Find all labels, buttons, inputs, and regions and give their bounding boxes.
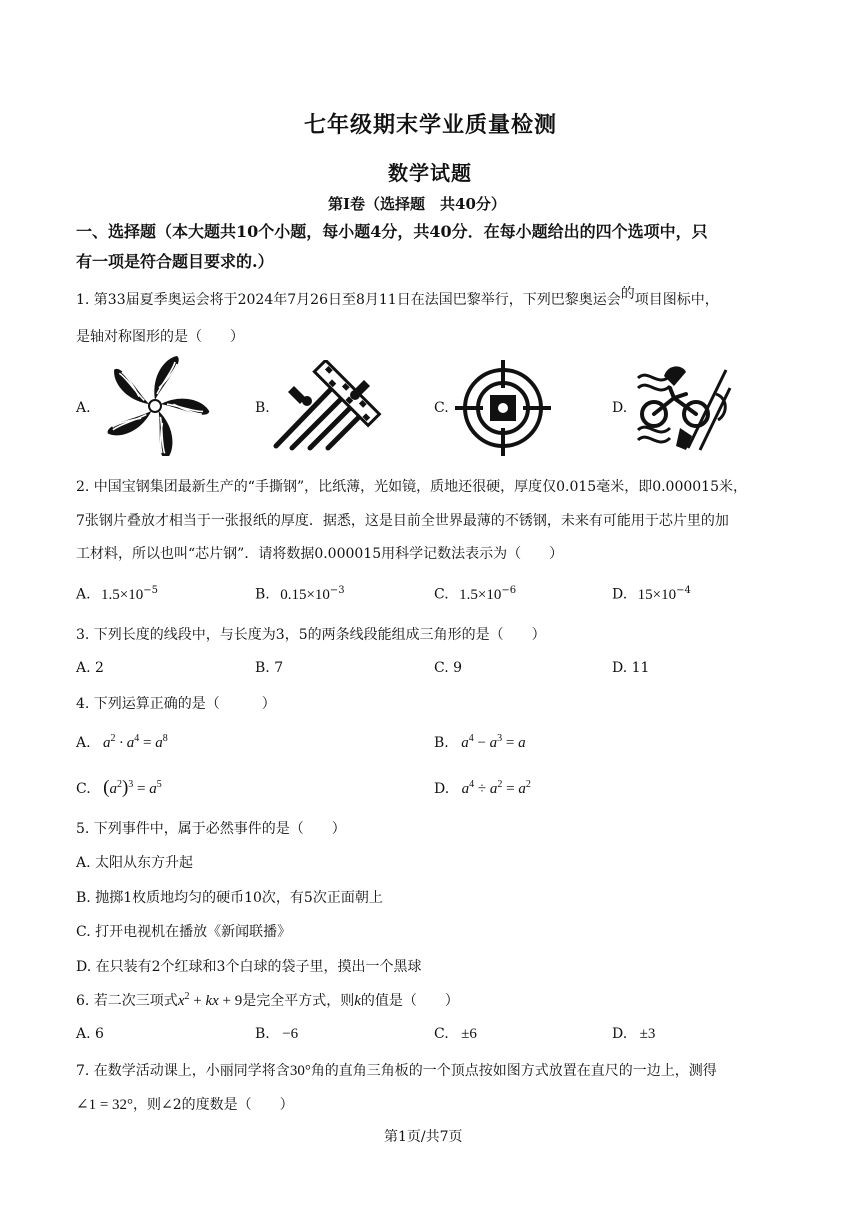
q3-option-a: A. 2 bbox=[76, 660, 104, 676]
q5-option-a: A. 太阳从东方升起 bbox=[76, 855, 194, 871]
q2-stem-line1: 2. 中国宝钢集团最新生产的“手撕钢”，比纸薄，光如镜，质地还很硬，厚度仅0.015毫米，即0.000015米， bbox=[76, 479, 747, 495]
q2-option-c-label: C. bbox=[434, 586, 449, 603]
q6-option-d bbox=[612, 1026, 655, 1043]
q2-option-d-base: 15×10 bbox=[637, 586, 677, 603]
q6-option-c-label: C. bbox=[434, 1026, 449, 1042]
q1-text-a: 1. 第33届夏季奥运会将于2024年7月26日至8月11日在法国巴黎举行，下列巴黎奥运会 bbox=[76, 292, 621, 308]
q4-option-c bbox=[76, 777, 162, 799]
q4-option-b-expr: $a^4 - a^3 = a$ bbox=[461, 733, 526, 751]
q1-option-b-label: B. bbox=[255, 400, 270, 416]
q2-option-d bbox=[612, 585, 691, 604]
q1-stem-line1 bbox=[76, 286, 719, 309]
target-icon bbox=[455, 360, 551, 456]
q5-stem: 5. 下列事件中，属于必然事件的是（ ） bbox=[76, 821, 346, 837]
q2-option-a bbox=[76, 585, 158, 604]
q6-option-d-label: D. bbox=[612, 1026, 628, 1042]
q1-option-d-label: D. bbox=[612, 400, 628, 416]
q4-option-b bbox=[434, 733, 526, 752]
q7-text-a: 7. 在数学活动课上，小丽同学将含 bbox=[76, 1063, 290, 1079]
section-heading-line1: 一、选择题（本大题共10个小题，每小题4分，共40分．在每小题给出的四个选项中，只 bbox=[76, 222, 708, 241]
q5-option-d: D. 在只装有2个红球和3个白球的袋子里，摸出一个黑球 bbox=[76, 959, 422, 975]
part-heading: 第Ⅰ卷（选择题 共40分） bbox=[328, 195, 506, 213]
q3-option-c: C. 9 bbox=[434, 660, 463, 676]
q1-text-c: 项目图标中， bbox=[634, 292, 719, 308]
q6-var-k: k bbox=[354, 993, 361, 1009]
q4-stem: 4. 下列运算正确的是（ ） bbox=[76, 696, 276, 712]
q1-stem-line2: 是轴对称图形的是（ ） bbox=[76, 329, 244, 345]
q2-option-c-base: 1.5×10 bbox=[459, 586, 502, 603]
q4-option-a bbox=[76, 733, 168, 752]
q6-option-c bbox=[434, 1026, 477, 1043]
q7-angle-1: ∠1 = 32° bbox=[76, 1097, 134, 1113]
q2-stem-line3: 工材料，所以也叫“芯片钢”．请将数据0.000015用科学记数法表示为（ ） bbox=[76, 546, 564, 562]
q6-option-d-value: ±3 bbox=[639, 1026, 656, 1042]
q6-option-c-value: ±6 bbox=[461, 1026, 477, 1042]
bmx-cycling-icon bbox=[630, 358, 732, 454]
badminton-icon bbox=[270, 360, 382, 452]
q7-angle-30: 30° bbox=[289, 1063, 311, 1079]
q2-option-b bbox=[255, 585, 345, 604]
page-number: 第1页/共7页 bbox=[384, 1129, 463, 1145]
page-title: 七年级期末学业质量检测 bbox=[304, 112, 558, 138]
q3-option-d: D. 11 bbox=[612, 660, 650, 676]
q1-option-a-label: A. bbox=[76, 400, 91, 416]
q6-option-b bbox=[255, 1026, 298, 1043]
q2-option-c-exp: −6 bbox=[501, 585, 517, 596]
q7-stem-line2 bbox=[76, 1094, 294, 1114]
q6-text-a: 6. 若二次三项式 bbox=[76, 993, 178, 1009]
q1-option-c-label: C. bbox=[434, 400, 449, 416]
q2-option-b-base: 0.15×10 bbox=[280, 586, 330, 603]
q2-option-d-exp: −4 bbox=[676, 585, 691, 596]
page-subtitle: 数学试题 bbox=[388, 161, 472, 185]
q4-option-d-label: D. bbox=[434, 781, 450, 797]
q6-option-b-label: B. bbox=[255, 1026, 270, 1042]
q4-option-b-label: B. bbox=[434, 735, 449, 751]
q2-option-b-label: B. bbox=[255, 586, 270, 603]
q2-option-a-label: A. bbox=[76, 586, 91, 603]
q3-stem: 3. 下列长度的线段中，与长度为3，5的两条线段能组成三角形的是（ ） bbox=[76, 627, 546, 643]
q2-option-b-exp: −3 bbox=[329, 585, 345, 596]
q6-stem bbox=[76, 990, 459, 1010]
q2-option-a-base: 1.5×10 bbox=[101, 586, 144, 603]
q6-text-c: 的值是（ ） bbox=[360, 993, 459, 1009]
q6-option-a: A. 6 bbox=[76, 1026, 104, 1042]
q3-option-b: B. 7 bbox=[255, 660, 284, 676]
q7-stem-line1 bbox=[76, 1060, 717, 1080]
q4-option-a-label: A. bbox=[76, 735, 91, 751]
q6-polynomial: $x^2$ + kx + 9 bbox=[177, 991, 243, 1009]
q7-text-c: 角的直角三角板的一个顶点按如图方式放置在直尺的一边上，测得 bbox=[310, 1063, 717, 1079]
pinwheel-icon bbox=[97, 356, 213, 456]
q4-option-d bbox=[434, 779, 531, 798]
q1-text-b: 的 bbox=[620, 286, 635, 302]
section-heading-line2: 有一项是符合题目要求的.） bbox=[76, 252, 274, 271]
q2-option-d-label: D. bbox=[612, 586, 628, 603]
q2-option-a-exp: −5 bbox=[143, 585, 158, 596]
q5-option-b: B. 抛掷1枚质地均匀的硬币10次，有5次正面朝上 bbox=[76, 890, 383, 906]
q5-option-c: C. 打开电视机在播放《新闻联播》 bbox=[76, 924, 292, 940]
q4-option-c-label: C. bbox=[76, 781, 91, 797]
q7-text-d: ，则∠2的度数是（ ） bbox=[133, 1097, 294, 1113]
q6-option-b-value: −6 bbox=[282, 1026, 299, 1042]
q2-stem-line2: 7张钢片叠放才相当于一张报纸的厚度．据悉，这是目前全世界最薄的不锈钢，未来有可能用于芯片里的加 bbox=[76, 513, 729, 529]
q4-option-c-expr: $(a^2)^3 = a^5$ bbox=[103, 777, 162, 798]
q2-option-c bbox=[434, 585, 516, 604]
q4-option-d-expr: $a^4 \div a^2 = a^2$ bbox=[461, 779, 531, 797]
q6-text-b: 是完全平方式，则 bbox=[242, 993, 355, 1009]
q4-option-a-expr: $a^2 \cdot a^4 = a^8$ bbox=[103, 733, 168, 751]
